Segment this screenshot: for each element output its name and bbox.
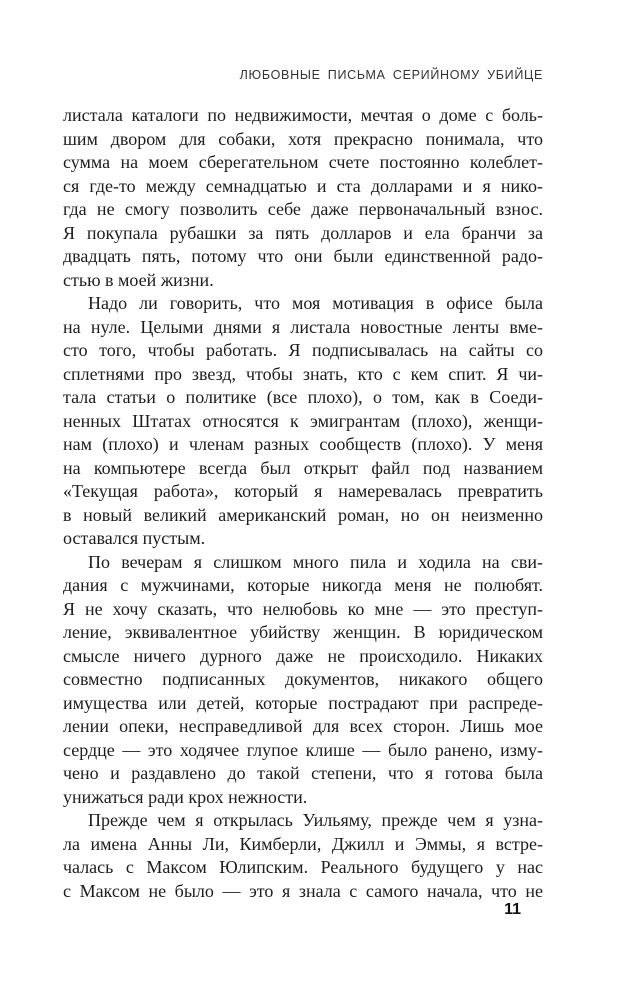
text-line: ненных Штатах относятся к эмигрантам (плохо), женщи- xyxy=(63,410,543,431)
text-line: двадцать пять, потому что они были единственной радо- xyxy=(63,246,543,266)
text-line: сумма на моем сберегательном счете постоянно колеблет- xyxy=(63,152,543,172)
text-line: ление, эквивалентное убийству женщин. В юридическом xyxy=(63,622,543,642)
text-line: гда не смогу позволить себе даже первоначальный взнос. xyxy=(63,199,543,219)
text-line: сплетнями про звезд, чтобы знать, кто с кем спит. Я чи- xyxy=(63,363,543,384)
text-line: шим двором для собаки, хотя прекрасно понимала, что xyxy=(63,128,543,149)
text-line: унижаться ради крох нежности. xyxy=(63,786,308,807)
text-line: листала каталоги по недвижимости, мечтая о доме с боль- xyxy=(63,105,543,125)
text-line: смысле ничего дурного даже не происходило. Никаких xyxy=(63,645,543,666)
running-header: ЛЮБОВНЫЕ ПИСЬМА СЕРИЙНОМУ УБИЙЦЕ xyxy=(239,68,543,82)
paragraph xyxy=(63,809,543,903)
text-line: дания с мужчинами, которые никогда меня не полюбят. xyxy=(63,575,543,595)
text-line: с Максом не было — это я знала с самого начала, что не xyxy=(63,880,543,901)
paragraph xyxy=(63,104,543,292)
text-line: Надо ли говорить, что моя мотивация в офисе была xyxy=(88,293,543,313)
text-line: имущества или детей, которые пострадают при распреде- xyxy=(63,692,543,713)
text-line: тала статьи о политике (все плохо), о том, как в Соеди- xyxy=(63,387,543,407)
text-line: в новый великий американский роман, но он неизменно xyxy=(63,504,543,525)
paragraph xyxy=(63,292,543,551)
text-line: Прежде чем я открылась Уильяму, прежде чем я узна- xyxy=(88,810,543,830)
body-text xyxy=(63,104,543,903)
text-line: чено и раздавлено до такой степени, что я готова была xyxy=(63,763,543,783)
page-number: 11 xyxy=(504,901,521,918)
text-line: Я не хочу сказать, что нелюбовь ко мне — это преступ- xyxy=(63,598,543,619)
text-line: сердце — это ходячее глупое клише — было ранено, изму- xyxy=(63,739,543,760)
text-line: ла имена Анны Ли, Кимберли, Джилл и Эммы, я встре- xyxy=(63,833,543,854)
text-line: на компьютере всегда был открыт файл под названием xyxy=(63,457,543,478)
text-line: ся где-то между семнадцатью и ста долларами и я нико- xyxy=(63,175,543,196)
text-line: нам (плохо) и членам разных сообществ (плохо). У меня xyxy=(63,434,543,454)
text-line: чалась с Максом Юлипским. Реального будущего у нас xyxy=(63,857,543,877)
text-line: Я покупала рубашки за пять долларов и ела бранчи за xyxy=(63,222,543,243)
text-line: сто того, чтобы работать. Я подписывалась на сайты со xyxy=(63,340,543,360)
text-line: оставался пустым. xyxy=(63,528,206,548)
text-line: на нуле. Целыми днями я листала новостные ленты вме- xyxy=(63,316,543,337)
text-line: совместно подписанных документов, никакого общего xyxy=(63,669,543,689)
text-line: По вечерам я слишком много пила и ходила на сви- xyxy=(88,551,543,572)
paragraph xyxy=(63,551,543,810)
text-line: «Текущая работа», который я намеревалась превратить xyxy=(63,481,543,501)
text-line: стью в моей жизни. xyxy=(63,269,214,290)
text-line: лении опеки, несправедливой для всех сторон. Лишь мое xyxy=(63,716,543,736)
